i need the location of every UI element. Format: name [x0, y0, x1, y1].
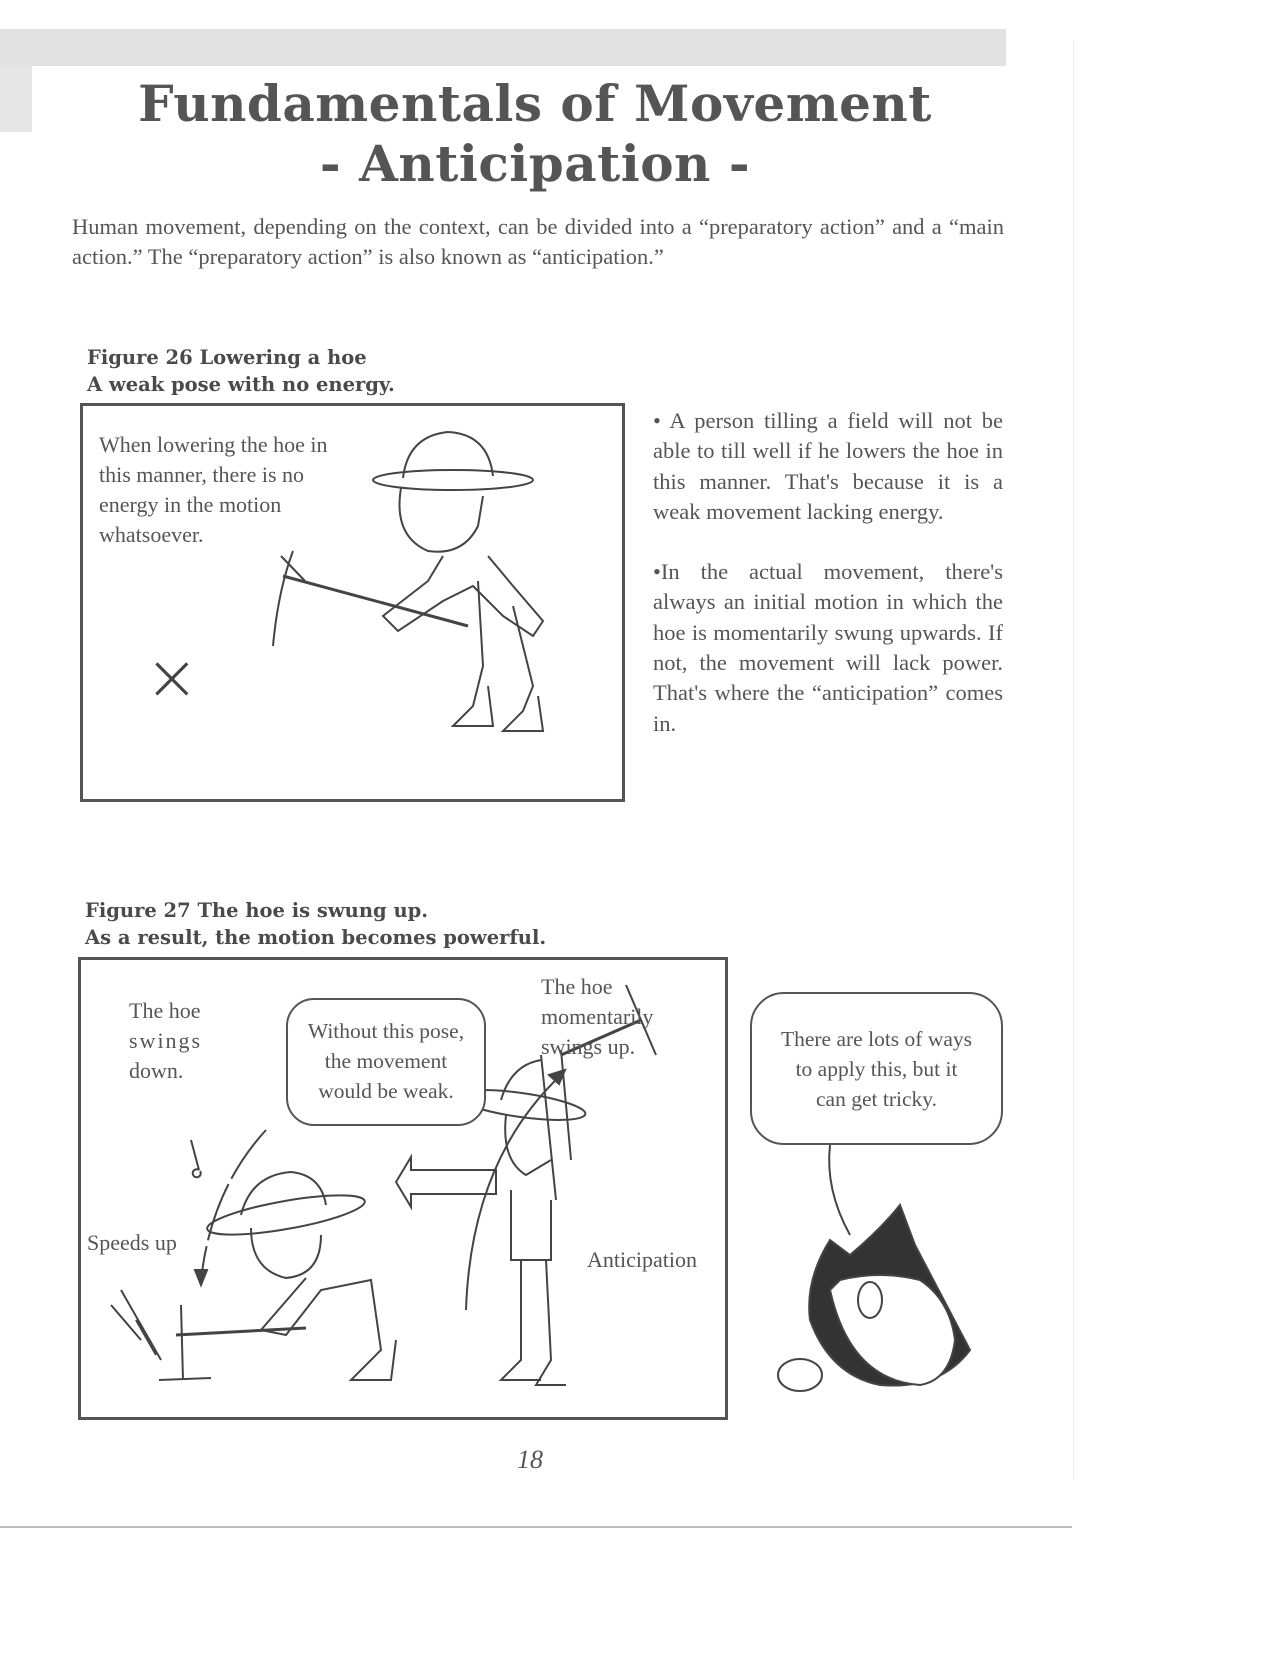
character-hand: [778, 1359, 822, 1391]
character-face: [830, 1275, 955, 1385]
bubble-line: to apply this, but it: [795, 1057, 958, 1081]
label-speeds-up: Speeds up: [87, 1230, 177, 1255]
intro-paragraph: Human movement, depending on the context, can be divided into a “preparatory action” and a “main action.” The “preparatory action” is also known as “anticipation.”: [72, 214, 1004, 269]
hat-crown-left: [241, 1172, 326, 1215]
figure-27-title: Figure 27 The hoe is swung up.: [85, 899, 429, 922]
character-eye: [858, 1282, 882, 1318]
label-swings-up: [541, 972, 653, 1062]
wrong-mark-icon: ×: [145, 641, 199, 715]
bubble-line: would be weak.: [318, 1079, 454, 1103]
figure-27-caption: [85, 897, 546, 951]
speech-bubble-weak-pose: [286, 998, 486, 1126]
label-line: swings: [129, 1028, 203, 1053]
figure-26-caption: [87, 344, 395, 398]
explanation-bullet-1: • A person tilling a field will not be able to till well if he lowers the hoe in this manner. That's because it is a weak movement lacking energy.: [653, 408, 1003, 524]
bubble-line: can get tricky.: [816, 1087, 937, 1111]
farmer-lowering-hoe-illustration: [83, 406, 628, 805]
scan-edge: [1073, 40, 1074, 1480]
explanation-text: [653, 406, 1003, 769]
hoe-blade: [273, 551, 305, 646]
figure-26-title: Figure 26 Lowering a hoe: [87, 346, 367, 369]
bottom-rule: [0, 1526, 1072, 1528]
label-line: swings up.: [541, 1034, 636, 1059]
side-speech-bubble: [750, 992, 1003, 1145]
bubble-tail: [829, 1145, 850, 1235]
hoe-handle: [283, 576, 468, 626]
page-subtitle: - Anticipation -: [319, 134, 751, 193]
legs: [453, 581, 543, 731]
head-right: [505, 1115, 551, 1175]
hat-brim: [373, 470, 533, 490]
pointer-line: [191, 1140, 201, 1177]
figure-26-subtitle: A weak pose with no energy.: [87, 373, 395, 396]
left-arrow-icon: [396, 1157, 496, 1207]
speed-lines: [111, 1290, 161, 1360]
hoe-blade-left: [159, 1305, 211, 1380]
figure-27-subtitle: As a result, the motion becomes powerful.: [85, 926, 547, 949]
explanation-bullet-2: •In the actual movement, there's always an initial motion in which the hoe is momentarily swung upwards. If not, the movement will lack power. That's where the “anticipation” comes in.: [653, 559, 1003, 736]
hat-crown-right: [501, 1060, 541, 1100]
label-line: down.: [129, 1058, 184, 1083]
bubble-line: the movement: [324, 1049, 448, 1073]
figure-27-panel: [78, 957, 728, 1420]
label-anticipation: Anticipation: [587, 1247, 697, 1272]
character-hair: [809, 1205, 970, 1386]
head: [400, 488, 483, 552]
header-band: [0, 29, 1006, 66]
page-number: 18: [517, 1445, 543, 1474]
figure-26-panel-text: When lowering the hoe in this manner, there is no energy in the motion whatsoever.: [99, 432, 328, 547]
label-swings-down: [129, 996, 202, 1086]
bubble-line: There are lots of ways: [780, 1027, 973, 1051]
label-line: The hoe: [541, 974, 613, 999]
swing-down-arrowhead: [195, 1270, 207, 1285]
figure-26-panel: [80, 403, 625, 802]
page-title: Fundamentals of Movement: [138, 74, 932, 133]
head-left: [251, 1228, 321, 1278]
label-line: The hoe: [129, 998, 201, 1023]
bubble-line: Without this pose,: [307, 1019, 465, 1043]
hat-brim-left: [205, 1187, 367, 1242]
label-line: momentarily: [541, 1004, 654, 1029]
